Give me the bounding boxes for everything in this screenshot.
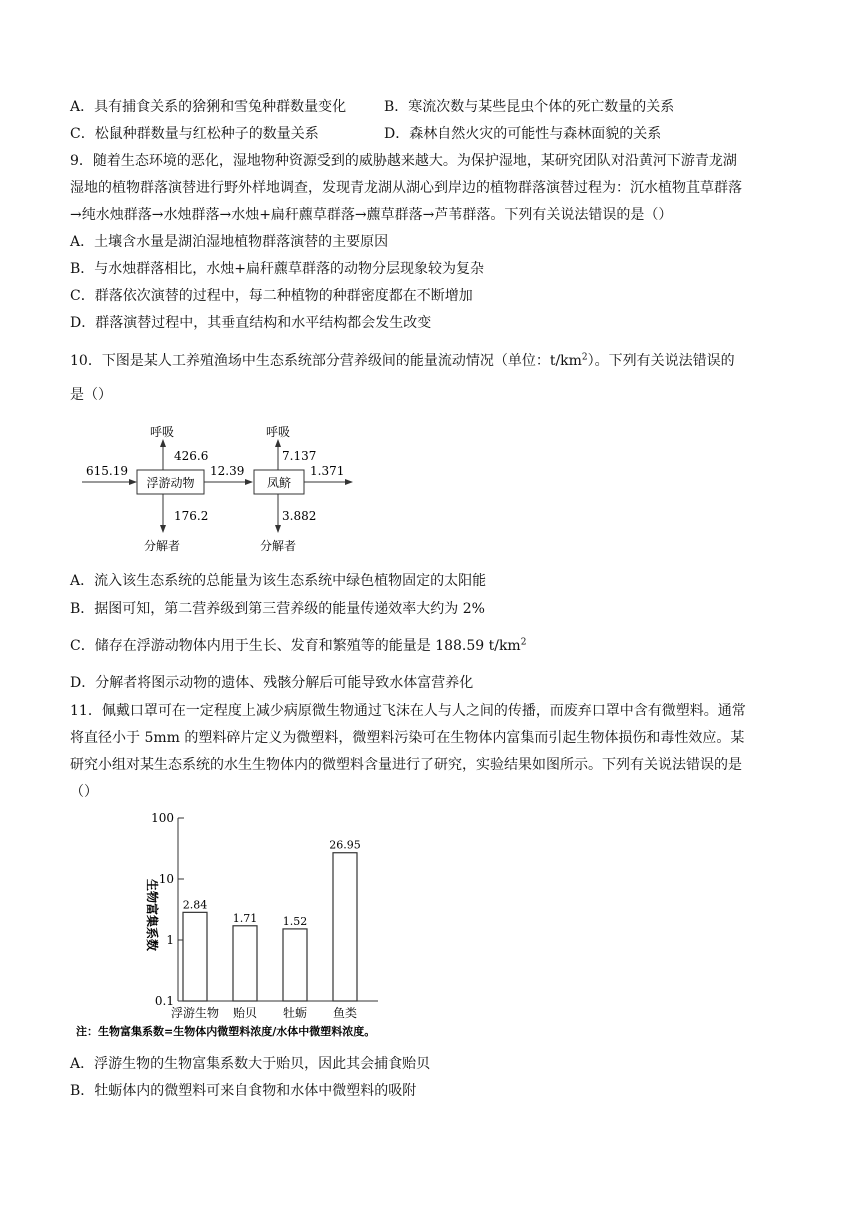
q9-stem-line1: 9．随着生态环境的恶化，湿地物种资源受到的威胁越来越大。为保护湿地，某研究团队对沿黄河下游青龙湖 bbox=[70, 153, 737, 169]
q10-stem-line2: 是（） bbox=[70, 387, 112, 403]
q11-option-b: B．牡蛎体内的微塑料可来自食物和水体中微塑料的吸附 bbox=[70, 1083, 417, 1099]
q11-option-a: A．浮游生物的生物富集系数大于贻贝，因此其会捕食贻贝 bbox=[70, 1056, 431, 1072]
chart-note: 注：生物富集系数=生物体内微塑料浓度/水体中微塑料浓度。 bbox=[76, 1025, 376, 1038]
bar-value-label: 1.52 bbox=[282, 914, 308, 928]
box-plankton-animals-label: 浮游动物 bbox=[146, 476, 195, 490]
q11-stem-line2: 将直径小于 5mm 的塑料碎片定义为微塑料，微塑料污染可在生物体内富集而引起生物体损伤和毒性效应。某 bbox=[70, 730, 745, 746]
respiration-label-2: 呼吸 bbox=[265, 425, 291, 439]
q10-option-a: A．流入该生态系统的总能量为该生态系统中绿色植物固定的太阳能 bbox=[70, 573, 487, 589]
x-category-label: 牡蛎 bbox=[282, 1006, 308, 1020]
energy-flow-diagram bbox=[76, 422, 366, 558]
q10-stem-text: 10．下图是某人工养殖渔场中生态系统部分营养级间的能量流动情况（单位： bbox=[70, 353, 550, 369]
q10-option-c bbox=[70, 636, 526, 656]
y-tick-label: 10 bbox=[158, 872, 174, 886]
q8-option-c: C．松鼠种群数量与红松种子的数量关系 bbox=[70, 126, 319, 142]
decomposer-value-1: 176.2 bbox=[174, 509, 209, 523]
q10-option-c-text: C．储存在浮游动物体内用于生长、发育和繁殖等的能量是 188.59 bbox=[70, 638, 489, 654]
decomposer-label-2: 分解者 bbox=[259, 539, 297, 553]
q10-stem-line1 bbox=[70, 351, 735, 371]
q10-option-c-unit-exponent: 2 bbox=[520, 637, 527, 648]
q9-stem-line2: 湿地的植物群落演替进行野外样地调查，发现青龙湖从湖心到岸边的植物群落演替过程为：沉水植物苴草群落 bbox=[70, 180, 742, 196]
q8-option-b: B．寒流次数与某些昆虫个体的死亡数量的关系 bbox=[384, 99, 675, 115]
q10-unit: t/km bbox=[549, 353, 582, 369]
y-tick-label: 100 bbox=[151, 811, 174, 825]
transfer-value: 12.39 bbox=[210, 464, 245, 478]
q10-stem-text-end: ）。下列有关说法错误的 bbox=[587, 353, 735, 369]
y-tick-label: 1 bbox=[166, 933, 174, 947]
decomposer-label-1: 分解者 bbox=[143, 539, 181, 553]
q11-stem-line4: （） bbox=[70, 784, 98, 800]
decomposer-value-2: 3.882 bbox=[282, 509, 317, 523]
q8-option-a: A．具有捕食关系的猞猁和雪兔种群数量变化 bbox=[70, 99, 347, 115]
chart-bars bbox=[171, 839, 361, 1020]
x-category-label: 浮游生物 bbox=[170, 1006, 220, 1020]
q9-option-b: B．与水烛群落相比，水烛+扁秆藨草群落的动物分层现象较为复杂 bbox=[70, 261, 485, 277]
bar bbox=[333, 853, 357, 1001]
y-tick-label: 0.1 bbox=[154, 994, 174, 1008]
q11-stem-line3: 研究小组对某生态系统的水生生物体内的微塑料含量进行了研究，实验结果如图所示。下列有关说法错误的是 bbox=[70, 757, 742, 773]
x-category-label: 贻贝 bbox=[232, 1006, 258, 1020]
q10-option-d: D．分解者将图示动物的遗体、残骸分解后可能导致水体富营养化 bbox=[70, 675, 474, 691]
box-anchovy-label: 凤鲚 bbox=[266, 476, 292, 490]
q9-option-d: D．群落演替过程中，其垂直结构和水平结构都会发生改变 bbox=[70, 315, 432, 331]
bar bbox=[233, 926, 257, 1001]
respiration-value-2: 7.137 bbox=[282, 449, 317, 463]
chart-ylabel: 生物富集系数 bbox=[145, 878, 159, 952]
bar bbox=[183, 912, 207, 1001]
bar bbox=[283, 929, 307, 1001]
input-value: 615.19 bbox=[86, 464, 128, 478]
q8-option-d: D．森林自然火灾的可能性与森林面貌的关系 bbox=[384, 126, 662, 142]
q10-unit-exponent: 2 bbox=[581, 352, 588, 363]
q11-stem-line1: 11．佩戴口罩可在一定程度上减少病原微生物通过飞沫在人与人之间的传播，而废弃口罩中含有微塑料。通常 bbox=[70, 703, 746, 719]
q10-option-c-unit: t/km bbox=[488, 638, 521, 654]
respiration-value-1: 426.6 bbox=[174, 449, 209, 463]
respiration-label-1: 呼吸 bbox=[149, 425, 175, 439]
output-value: 1.371 bbox=[310, 464, 345, 478]
x-category-label: 鱼类 bbox=[332, 1006, 358, 1020]
bar-value-label: 26.95 bbox=[329, 838, 361, 852]
bioaccumulation-chart bbox=[60, 805, 380, 1045]
bar-value-label: 1.71 bbox=[232, 911, 258, 925]
bar-value-label: 2.84 bbox=[182, 898, 208, 912]
q9-stem-line3: →纯水烛群落→水烛群落→水烛+扁秆藨草群落→藨草群落→芦苇群落。下列有关说法错误的是（） bbox=[70, 207, 673, 223]
q9-option-c: C．群落依次演替的过程中，每二种植物的种群密度都在不断增加 bbox=[70, 288, 473, 304]
q10-option-b: B．据图可知，第二营养级到第三营养级的能量传递效率大约为 2% bbox=[70, 601, 485, 617]
q9-option-a: A．土壤含水量是湖泊湿地植物群落演替的主要原因 bbox=[70, 234, 389, 250]
